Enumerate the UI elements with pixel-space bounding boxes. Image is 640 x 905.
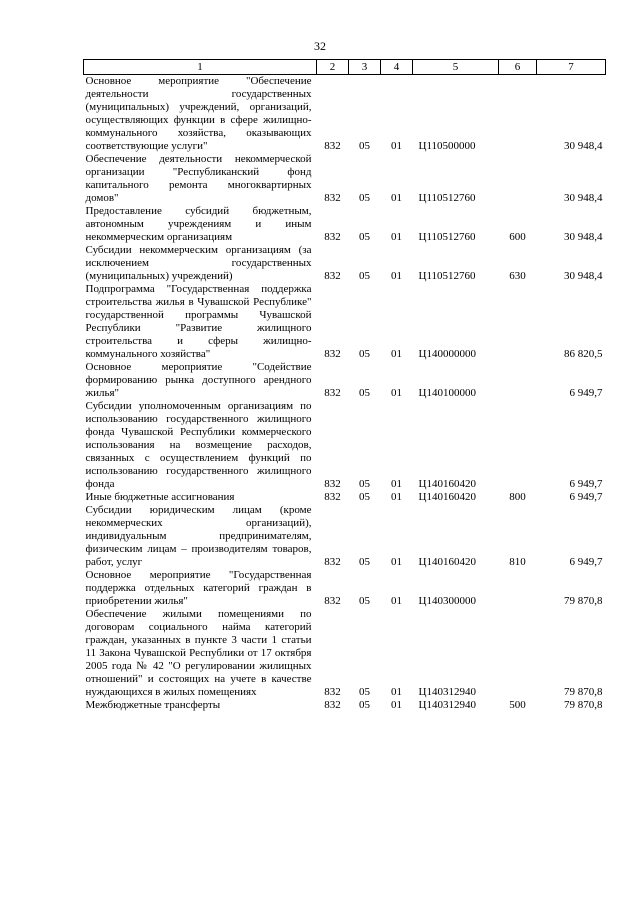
row-section: 05 (359, 478, 370, 490)
table-row (84, 361, 606, 400)
row-section: 05 (359, 387, 370, 399)
row-grbs: 832 (324, 270, 341, 282)
table-row (84, 504, 606, 569)
header-row (84, 60, 606, 75)
row-amount: 6 949,7 (569, 478, 603, 490)
row-name: Субсидии некоммерческим организациям (за исключением государственных (муниципальных) учреждений) (85, 244, 312, 282)
row-target-code: Ц110512760 (418, 231, 476, 243)
row-expense-type: 630 (509, 270, 526, 282)
header-col-7: 7 (537, 60, 606, 75)
row-expense-type (499, 361, 537, 400)
header-col-1: 1 (84, 60, 317, 75)
row-grbs: 832 (324, 556, 341, 568)
row-grbs: 832 (324, 478, 341, 490)
row-section: 05 (359, 348, 370, 360)
row-grbs: 832 (324, 699, 341, 711)
header-col-4: 4 (381, 60, 413, 75)
row-target-code: Ц110500000 (418, 140, 476, 152)
row-subsection: 01 (391, 348, 402, 360)
row-amount: 79 870,8 (564, 699, 603, 711)
row-grbs: 832 (324, 491, 341, 503)
row-section: 05 (359, 140, 370, 152)
row-name: Межбюджетные трансферты (85, 699, 221, 711)
row-section: 05 (359, 556, 370, 568)
table-row (84, 400, 606, 491)
header-col-5: 5 (413, 60, 499, 75)
row-expense-type (499, 75, 537, 154)
row-section: 05 (359, 192, 370, 204)
row-subsection: 01 (391, 192, 402, 204)
table-header (84, 60, 606, 75)
row-target-code: Ц140000000 (418, 348, 476, 360)
table-row (84, 699, 606, 712)
row-expense-type: 810 (509, 556, 526, 568)
row-target-code: Ц140312940 (418, 686, 476, 698)
table-row (84, 75, 606, 154)
row-target-code: Ц110512760 (418, 192, 476, 204)
row-subsection: 01 (391, 595, 402, 607)
row-subsection: 01 (391, 140, 402, 152)
row-name: Субсидии юридическим лицам (кроме некоммерческих организаций), индивидуальным предпринимателям, физическим лицам – производителям товаров, работ, услуг (85, 504, 312, 568)
row-name: Обеспечение деятельности некоммерческой организации "Республиканский фонд капитального ремонта многоквартирных домов" (85, 153, 312, 204)
row-expense-type: 500 (509, 699, 526, 711)
row-subsection: 01 (391, 387, 402, 399)
row-name: Обеспечение жилыми помещениями по договорам социального найма категорий граждан, указанных в пункте 3 части 1 статьи 11 Закона Чувашской Республики от 17 октября 2005 года № 42 "О регулировании жилищных отношений" и состоящих на учете в качестве нуждающихся в жилых помещениях (85, 608, 312, 698)
row-name: Иные бюджетные ассигнования (85, 491, 235, 503)
row-grbs: 832 (324, 140, 341, 152)
row-name: Основное мероприятие "Обеспечение деятельности государственных (муниципальных) учреждений, организаций, осуществляющих функции в сфере жилищно-коммунального хозяйства, оказывающих соответствующие услуги" (85, 75, 312, 152)
row-amount: 30 948,4 (564, 192, 603, 204)
row-amount: 79 870,8 (564, 686, 603, 698)
row-name: Основное мероприятие "Содействие формированию рынка доступного арендного жилья" (85, 361, 312, 399)
row-expense-type (499, 608, 537, 699)
row-amount: 79 870,8 (564, 595, 603, 607)
table-row (84, 569, 606, 608)
row-name: Основное мероприятие "Государственная поддержка отдельных категорий граждан в приобретении жилья" (85, 569, 312, 607)
row-amount: 86 820,5 (564, 348, 603, 360)
header-col-6: 6 (499, 60, 537, 75)
header-col-2: 2 (317, 60, 349, 75)
row-subsection: 01 (391, 231, 402, 243)
row-expense-type (499, 400, 537, 491)
table-row (84, 608, 606, 699)
row-subsection: 01 (391, 699, 402, 711)
row-expense-type (499, 569, 537, 608)
row-section: 05 (359, 491, 370, 503)
row-target-code: Ц140160420 (418, 491, 476, 503)
row-target-code: Ц140312940 (418, 699, 476, 711)
row-subsection: 01 (391, 686, 402, 698)
table-body (84, 75, 606, 713)
row-subsection: 01 (391, 491, 402, 503)
table-row (84, 283, 606, 361)
row-grbs: 832 (324, 192, 341, 204)
row-subsection: 01 (391, 478, 402, 490)
row-grbs: 832 (324, 686, 341, 698)
row-grbs: 832 (324, 231, 341, 243)
row-grbs: 832 (324, 348, 341, 360)
row-expense-type: 600 (509, 231, 526, 243)
row-name: Субсидии уполномоченным организациям по использованию государственного жилищного фонда Чувашской Республики коммерческого использования на возмещение расходов, связанных с осуществлением функций по использованию государственного жилищного фонда (85, 400, 312, 490)
row-section: 05 (359, 686, 370, 698)
row-expense-type (499, 283, 537, 361)
table-row (84, 491, 606, 504)
row-amount: 30 948,4 (564, 140, 603, 152)
row-grbs: 832 (324, 387, 341, 399)
row-target-code: Ц140160420 (418, 478, 476, 490)
header-col-3: 3 (349, 60, 381, 75)
table-row (84, 205, 606, 244)
table-row (84, 153, 606, 205)
row-amount: 6 949,7 (569, 556, 603, 568)
row-target-code: Ц140300000 (418, 595, 476, 607)
row-section: 05 (359, 595, 370, 607)
row-target-code: Ц110512760 (418, 270, 476, 282)
row-subsection: 01 (391, 270, 402, 282)
row-amount: 30 948,4 (564, 231, 603, 243)
row-grbs: 832 (324, 595, 341, 607)
row-target-code: Ц140100000 (418, 387, 476, 399)
row-section: 05 (359, 699, 370, 711)
page-number: 32 (314, 39, 326, 53)
row-name: Подпрограмма "Государственная поддержка строительства жилья в Чувашской Республике" государственной программы Чувашской Республики "Развитие жилищного строительства и сферы жилищно-коммунального хозяйства" (85, 283, 312, 360)
table-row (84, 244, 606, 283)
row-section: 05 (359, 231, 370, 243)
row-target-code: Ц140160420 (418, 556, 476, 568)
row-amount: 6 949,7 (569, 387, 603, 399)
row-amount: 6 949,7 (569, 491, 603, 503)
row-amount: 30 948,4 (564, 270, 603, 282)
row-expense-type (499, 153, 537, 205)
row-expense-type: 800 (509, 491, 526, 503)
row-section: 05 (359, 270, 370, 282)
row-name: Предоставление субсидий бюджетным, автономным учреждениям и иным некоммерческим организациям (85, 205, 312, 243)
budget-table (83, 59, 606, 712)
row-subsection: 01 (391, 556, 402, 568)
